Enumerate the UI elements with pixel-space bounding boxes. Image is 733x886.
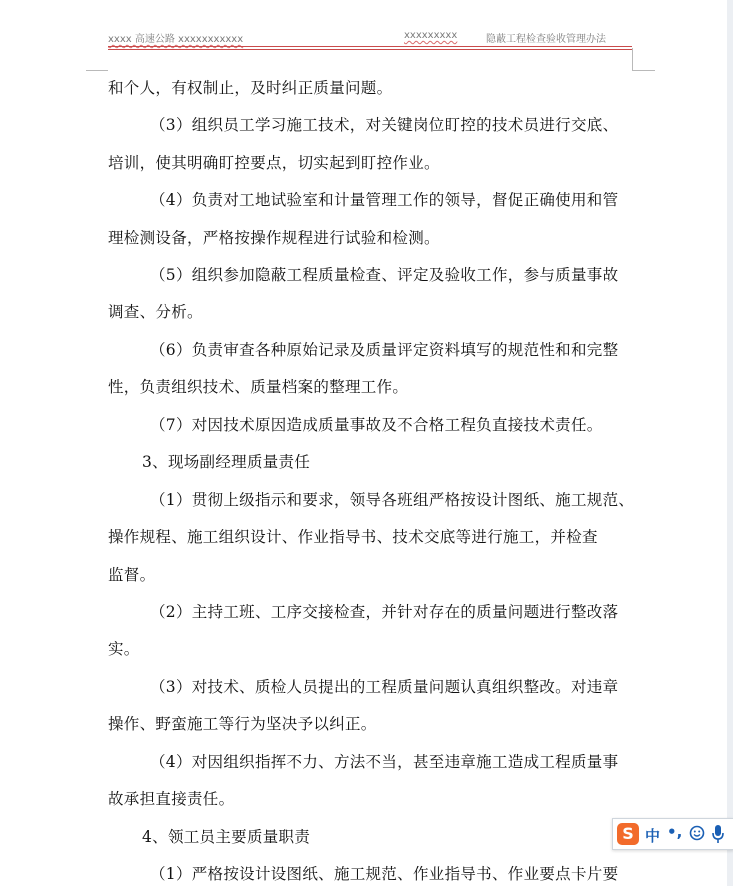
body-line: 培训，使其明确盯控要点，切实起到盯控作业。 [108, 154, 440, 172]
body-line: （4）对因组织指挥不力、方法不当，甚至违章施工造成工程质量事 [150, 753, 619, 771]
body-line: （5）组织参加隐蔽工程质量检查、评定及验收工作，参与质量事故 [150, 266, 619, 284]
body-line: 监督。 [108, 566, 156, 584]
ime-punctuation-toggle[interactable]: •, [667, 823, 683, 841]
body-line: 实。 [108, 640, 140, 658]
body-line: （3）组织员工学习施工技术，对关键岗位盯控的技术员进行交底、 [150, 116, 619, 134]
body-line: 调查、分析。 [108, 303, 203, 321]
body-line: （1）严格按设计设图纸、施工规范、作业指导书、作业要点卡片要 [150, 865, 619, 883]
body-line: （2）主持工班、工序交接检查，并针对存在的质量问题进行整改落 [150, 603, 619, 621]
body-line: （7）对因技术原因造成质量事故及不合格工程负直接技术责任。 [150, 416, 603, 434]
section-heading: 3、现场副经理质量责任 [142, 453, 311, 471]
body-line: （4）负责对工地试验室和计量管理工作的领导，督促正确使用和管 [150, 191, 619, 209]
body-line: 操作、野蛮施工等行为坚决予以纠正。 [108, 715, 377, 733]
sogou-logo-icon[interactable]: S [617, 823, 639, 845]
body-line: （6）负责审查各种原始记录及质量评定资料填写的规范性和和完整 [150, 341, 619, 359]
crop-mark-right [632, 48, 655, 71]
microphone-icon[interactable] [711, 824, 725, 844]
ime-toolbar[interactable] [612, 818, 733, 850]
header-right-title: 隐蔽工程检查验收管理办法 [486, 34, 606, 45]
ime-language-toggle[interactable]: 中 [645, 827, 661, 845]
body-line: （1）贯彻上级指示和要求，领导各班组严格按设计图纸、施工规范、 [150, 491, 635, 509]
header-rule-bottom [108, 49, 632, 50]
emoji-icon[interactable] [689, 825, 705, 841]
body-line: 故承担直接责任。 [108, 790, 235, 808]
body-line: 理检测设备，严格按操作规程进行试验和检测。 [108, 229, 440, 247]
body-line: 性，负责组织技术、质量档案的整理工作。 [108, 378, 409, 396]
body-line: 和个人，有权制止，及时纠正质量问题。 [108, 79, 393, 97]
window-edge [727, 0, 733, 886]
header-rule-top [108, 46, 632, 47]
header-left-text: xxxx 高速公路 xxxxxxxxxxx [108, 34, 244, 45]
body-line: 操作规程、施工组织设计、作业指导书、技术交底等进行施工，并检查 [108, 528, 598, 546]
crop-mark-left [86, 70, 108, 71]
header-middle-text: xxxxxxxxx [404, 30, 458, 41]
section-heading: 4、领工员主要质量职责 [142, 828, 311, 846]
body-line: （3）对技术、质检人员提出的工程质量问题认真组织整改。对违章 [150, 678, 619, 696]
